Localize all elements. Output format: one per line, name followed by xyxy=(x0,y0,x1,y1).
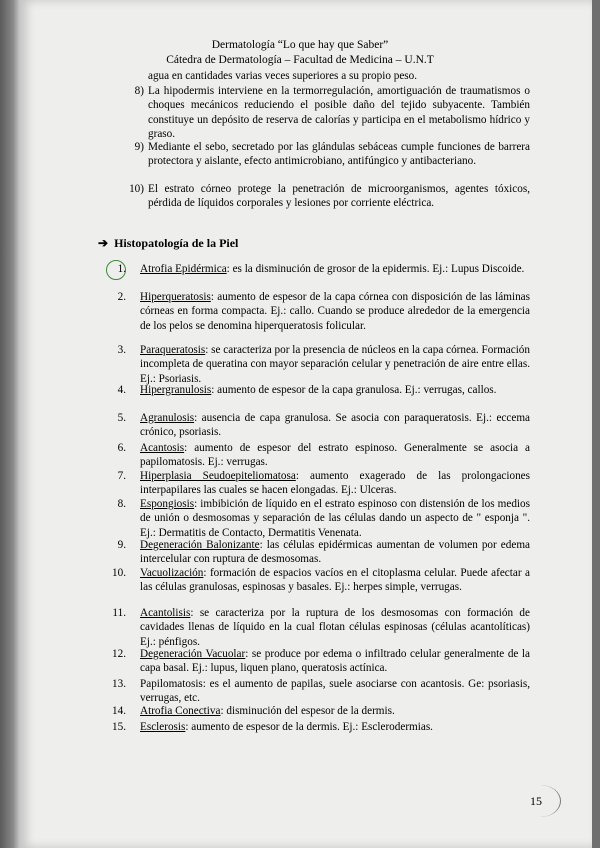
list-item-number: 13. xyxy=(112,678,126,690)
list-item-text xyxy=(140,497,530,540)
list-item-text xyxy=(140,677,530,706)
list-item-text xyxy=(140,606,530,649)
list-item-description: : aumento exagerado de las prolongaciones interpapilares las cuales se hacen elongadas. Ej.: Ulceras. xyxy=(140,470,530,497)
intro-item-text: La hipodermis interviene en la termorregulación, amortiguación de traumatismos o choques mecánicos reduciendo el posible daño del tejido subyacente. También constituye un depósito de reserva de calorías y participa en el metabolismo hídrico y graso. xyxy=(148,85,530,140)
list-item-text xyxy=(140,469,530,498)
list-item-term: Atrofia Conectiva xyxy=(140,705,221,717)
list-item-number: 9. xyxy=(117,539,126,551)
list-item-text xyxy=(140,647,530,676)
list-item-term: Degeneración Vacuolar xyxy=(140,648,246,660)
intro-item-number: 8) xyxy=(134,85,144,97)
arrow-right-icon: ➔ xyxy=(98,236,109,250)
list-item-description: : formación de espacios vacíos en el citoplasma celular. Puede afectar a las células granulosas, espinosas y basales. Ej.: herpes simple, verrugas. xyxy=(140,567,530,594)
header-subtitle: Cátedra de Dermatología – Facultad de Medicina – U.N.T xyxy=(166,54,434,66)
intro-item-number: 10) xyxy=(129,183,144,195)
list-item-term: Agranulosis xyxy=(140,412,195,424)
list-item-term: Paraqueratosis xyxy=(140,344,206,356)
list-item-term: Acantosis xyxy=(140,442,185,454)
list-item-number: 10. xyxy=(112,567,126,579)
list-item-number: 4. xyxy=(117,384,126,396)
list-item-term: Esclerosis xyxy=(140,721,186,733)
list-item-number: 12. xyxy=(112,648,126,660)
list-item-description: Papilomatosis: es el aumento de papilas, suele asociarse con acantosis. Ge: psoriasis, verrugas, etc. xyxy=(140,678,530,705)
list-item-term: Hipergranulosis xyxy=(140,384,212,396)
list-item-term: Degeneración Balonizante xyxy=(140,539,260,551)
list-item-description: : ausencia de capa granulosa. Se asocia con paraqueratosis. Ej.: eccema crónico, psoriasis. xyxy=(140,412,530,439)
list-item-text xyxy=(140,383,530,397)
list-item-term: Hiperqueratosis xyxy=(140,291,211,303)
list-item-text xyxy=(140,411,530,440)
list-item-description: : se caracteriza por la presencia de núcleos en la capa córnea. Formación incompleta de queratina con mayor separación celular y penetración de aire entre ellas. Ej.: Psoriasis. xyxy=(140,344,530,385)
list-item-term: Atrofia Epidérmica xyxy=(140,263,227,275)
list-item-number: 3. xyxy=(117,344,126,356)
intro-continuation: agua en cantidades varias veces superiores a su propio peso. xyxy=(148,70,418,82)
list-item-text xyxy=(140,538,530,567)
intro-item-number: 9) xyxy=(134,141,144,153)
list-item-description: : aumento de espesor de la capa granulosa. Ej.: verrugas, callos. xyxy=(211,384,497,396)
page-number: 15 xyxy=(530,794,542,808)
list-item-number: 15. xyxy=(112,721,126,733)
header-title: Dermatología “Lo que hay que Saber” xyxy=(211,39,389,51)
list-item-term: Espongiosis xyxy=(140,498,195,510)
list-item-text xyxy=(140,262,530,276)
list-item-text xyxy=(140,704,530,718)
page-edge-shadow xyxy=(0,0,22,848)
section-title: Histopatología de la Piel xyxy=(114,236,239,250)
list-item-description: : las células epidérmicas aumentan de volumen por edema intercelular con ruptura de desmosomas. xyxy=(140,539,531,566)
section-heading xyxy=(98,236,238,251)
list-item-description: : es la disminución de grosor de la epidermis. Ej.: Lupus Discoide. xyxy=(226,263,525,275)
list-item-description: : aumento de espesor del estrato espinoso. Generalmente se asocia a papilomatosis. Ej.: verrugas. xyxy=(140,442,530,469)
list-item-description: : aumento de espesor de la capa córnea con disposición de las láminas córneas en forma compacta. Ej.: callo. Cuando se produce alrededor de la emergencia de los pelos se denomina hiperqueratosis folicular. xyxy=(140,291,530,332)
list-item-number: 7. xyxy=(117,470,126,482)
list-item-description: : imbibición de líquido en el estrato espinoso con distensión de los medios de unión o desmosomas y separación de las células dando un aspecto de " esponja ". Ej.: Dermatitis de Contacto, Dermatitis Venenata. xyxy=(140,498,530,539)
list-item-number: 8. xyxy=(117,498,126,510)
list-item-text xyxy=(140,720,530,734)
list-item-description: : aumento de espesor de la dermis. Ej.: Esclerodermias. xyxy=(185,721,433,733)
list-item-number: 1. xyxy=(117,263,126,275)
list-item-description: : disminución del espesor de la dermis. xyxy=(220,705,395,717)
list-item-term: Acantolisis xyxy=(140,607,191,619)
list-item-number: 2. xyxy=(117,291,126,303)
list-item-text xyxy=(140,441,530,470)
list-item-number: 5. xyxy=(117,412,126,424)
intro-item-text: El estrato córneo protege la penetración de microorganismos, agentes tóxicos, pérdida de líquidos corporales y lesiones por corriente eléctrica. xyxy=(148,183,530,210)
list-item-text xyxy=(140,566,530,595)
list-item-description: : se produce por edema o infiltrado celular generalmente de la capa basal. Ej.: lupus, liquen plano, queratosis actínica. xyxy=(140,648,531,675)
intro-item-text: Mediante el sebo, secretado por las glándulas sebáceas cumple funciones de barrera protectora y aislante, efecto antimicrobiano, antifúngico y antibacteriano. xyxy=(148,141,530,168)
list-item-number: 11. xyxy=(112,607,126,619)
list-item-term: Hiperplasia Seudoepiteliomatosa xyxy=(140,470,296,482)
list-item-number: 6. xyxy=(117,442,126,454)
list-item-text xyxy=(140,290,530,333)
list-item-description: : se caracteriza por la ruptura de los desmosomas con formación de cavidades llenas de líquido en la cual flotan células espinosas (células acantolíticas) Ej.: pénfigos. xyxy=(140,607,530,648)
list-item-number: 14. xyxy=(112,705,126,717)
list-item-term: Vacuolización xyxy=(140,567,204,579)
list-item-text xyxy=(140,343,530,386)
